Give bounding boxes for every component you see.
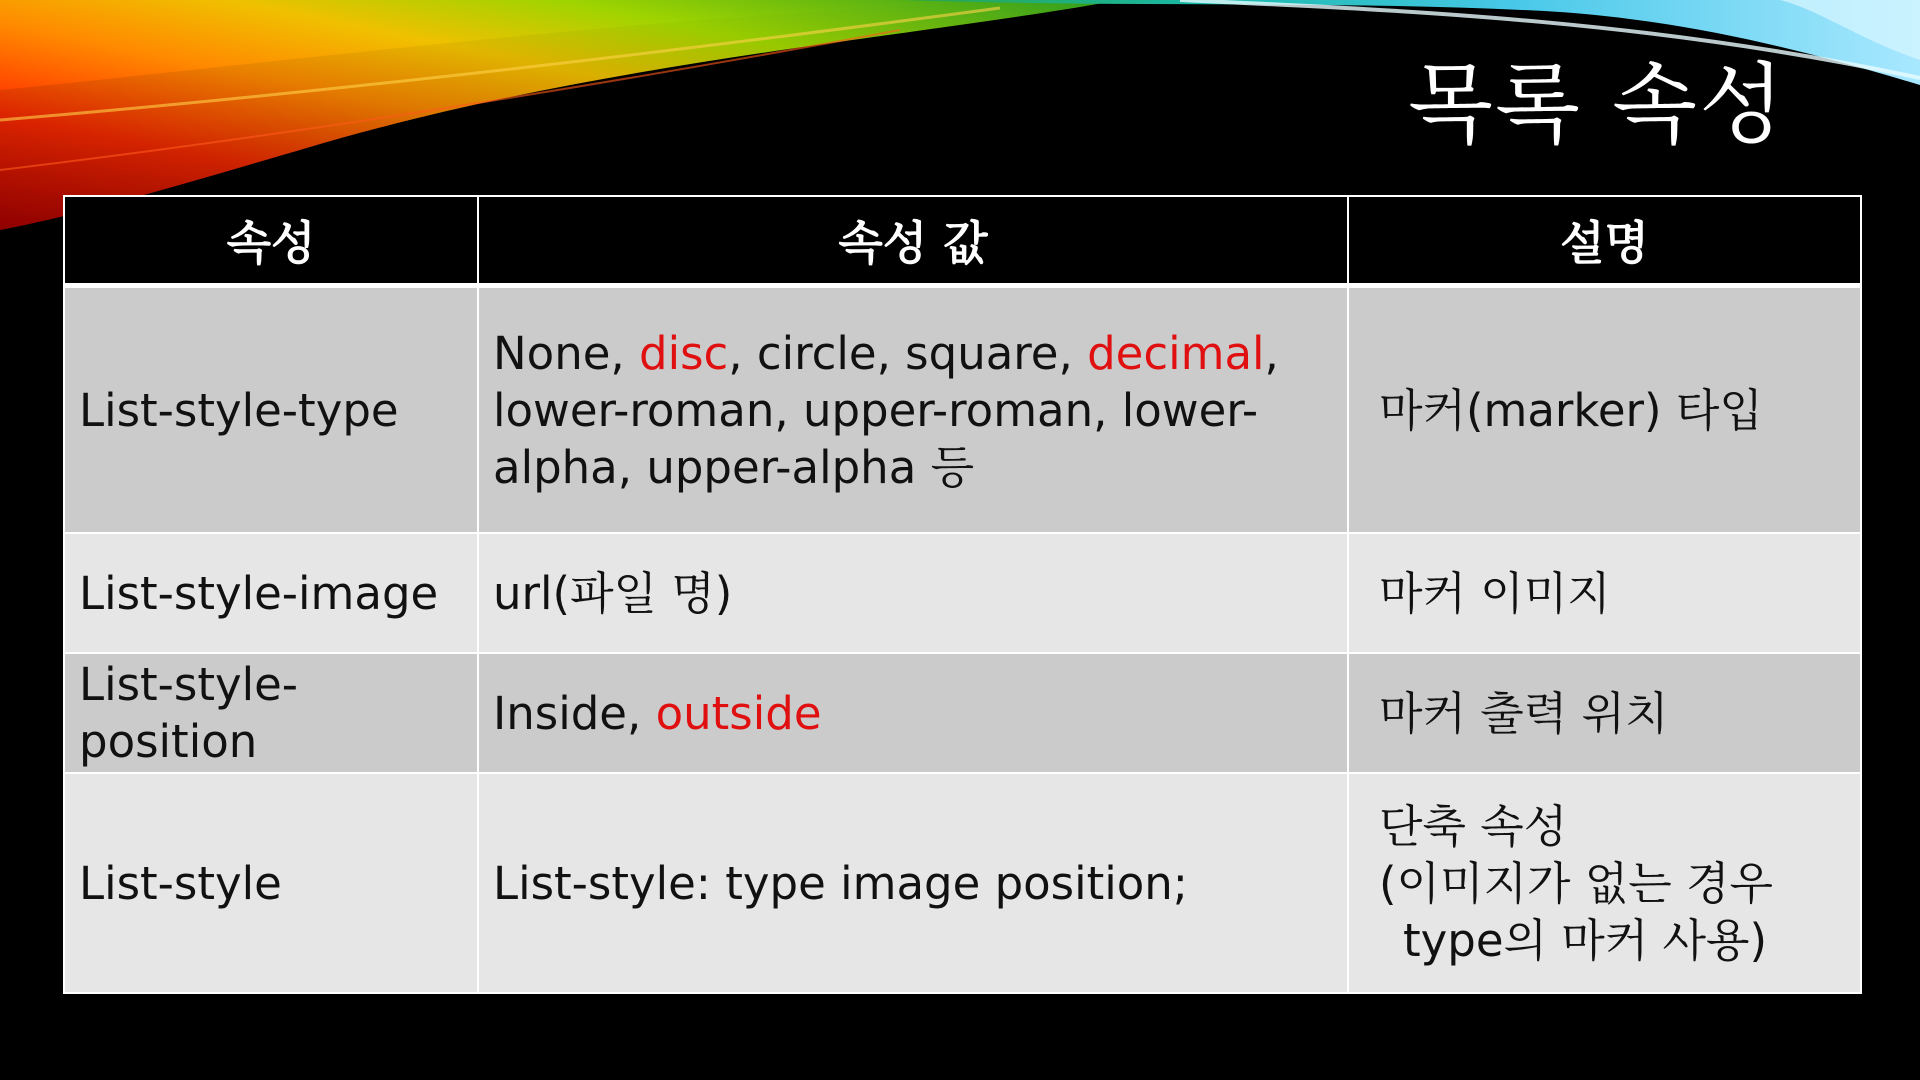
header-description: 설명 <box>1348 196 1861 286</box>
table-row <box>64 653 1861 773</box>
slide-title: 목록 속성 <box>1407 53 1786 156</box>
cell-description: 마커 출력 위치 <box>1348 653 1861 773</box>
cell-property: List-style-type <box>64 286 478 534</box>
cell-description: 마커 이미지 <box>1348 533 1861 653</box>
value-text: Inside, <box>493 686 656 740</box>
value-line <box>493 325 1333 382</box>
header-property: 속성 <box>64 196 478 286</box>
header-value: 속성 값 <box>478 196 1348 286</box>
value-text: None, <box>493 326 640 380</box>
value-text: , circle, square, <box>728 326 1088 380</box>
highlight-decimal: decimal <box>1087 326 1265 380</box>
cell-property: List-style-position <box>64 653 478 773</box>
cell-value <box>478 286 1348 534</box>
cell-value: url(파일 명) <box>478 533 1348 653</box>
description-line: 단축 속성 <box>1379 799 1568 853</box>
cell-value <box>478 653 1348 773</box>
table-row <box>64 533 1861 653</box>
value-text: , <box>1264 326 1279 380</box>
table-header-row <box>64 196 1861 286</box>
table-row <box>64 286 1861 534</box>
value-line: lower-roman, upper-roman, lower- <box>493 383 1259 437</box>
cell-property: List-style-image <box>64 533 478 653</box>
cell-description: 마커(marker) 타입 <box>1348 286 1861 534</box>
description-line: type의 마커 사용) <box>1403 913 1768 967</box>
description-line: (이미지가 없는 경우 <box>1379 856 1773 910</box>
value-line: alpha, upper-alpha 등 <box>493 440 975 494</box>
highlight-default-disc: disc <box>639 326 729 380</box>
list-properties-table <box>63 195 1862 994</box>
cell-description <box>1348 773 1861 993</box>
table-row <box>64 773 1861 993</box>
list-properties-table-container <box>63 195 1860 994</box>
cell-property: List-style <box>64 773 478 993</box>
highlight-default-outside: outside <box>655 686 822 740</box>
cell-value: List-style: type image position; <box>478 773 1348 993</box>
